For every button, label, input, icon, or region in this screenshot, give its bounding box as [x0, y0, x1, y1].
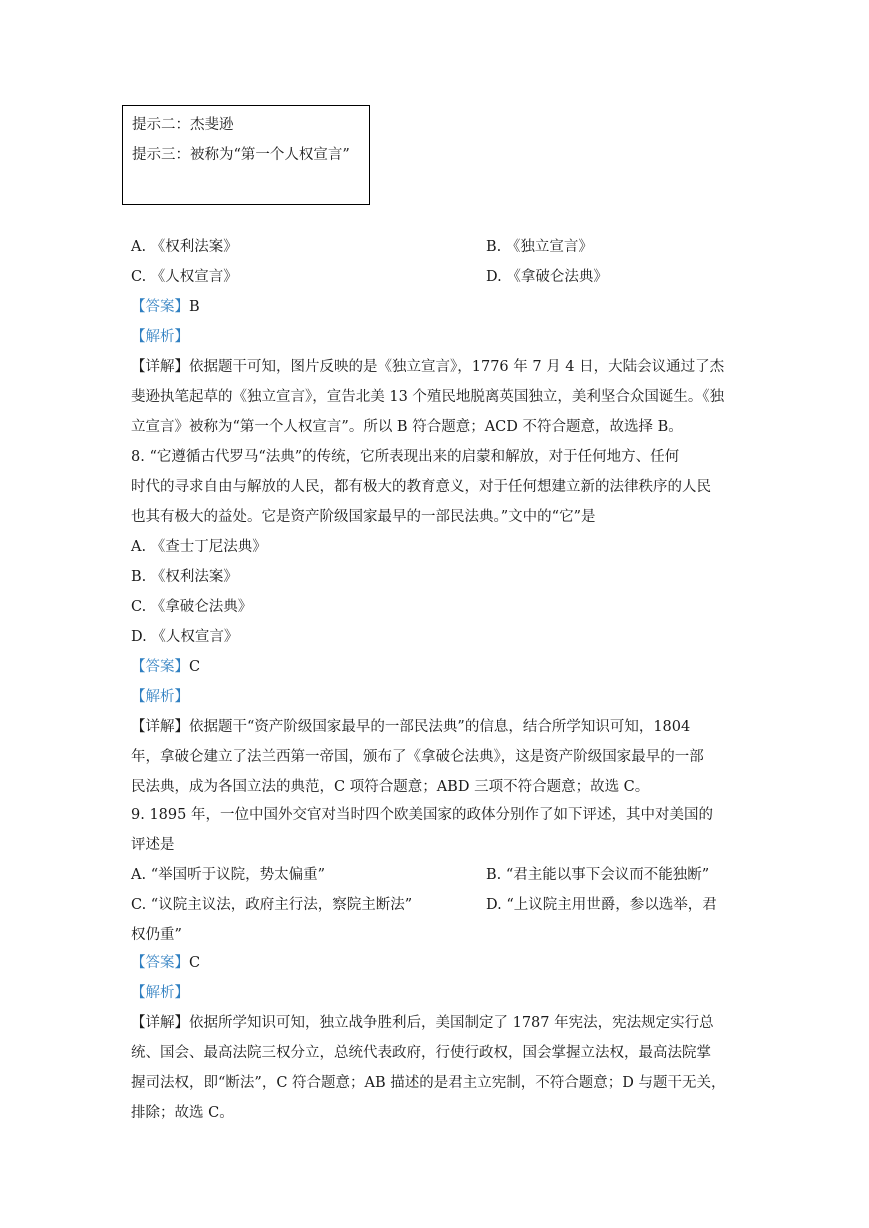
detail-text: 依据题干“资产阶级国家最早的一部民法典”的信息，结合所学知识可知，1804	[189, 719, 691, 735]
q8-detail-line-3: 民法典，成为各国立法的典范，C 项符合题意；ABD 三项不符合题意；故选 C。	[131, 779, 650, 795]
detail-tag: 【详解】	[131, 1015, 189, 1031]
answer-value: B	[189, 299, 200, 315]
q9-analysis-tag: 【解析】	[131, 985, 189, 1001]
q9-option-d: D. “上议院主用世爵，参以选举，君	[486, 897, 717, 913]
q8-detail-line-2: 年，拿破仑建立了法兰西第一帝国，颁布了《拿破仑法典》，这是资产阶级国家最早的一部	[131, 749, 704, 765]
hint-two: 提示二：杰斐逊	[132, 117, 234, 133]
q7-detail-line-3: 立宣言》被称为“第一个人权宣言”。所以 B 符合题意；ACD 不符合题意，故选择 B。	[131, 419, 683, 435]
q8-detail-line-1	[131, 712, 741, 742]
q7-options-row2	[131, 262, 741, 292]
q8-answer	[131, 652, 741, 682]
q9-options-row1	[131, 860, 741, 890]
q9-answer	[131, 948, 741, 978]
q7-analysis-tag: 【解析】	[131, 329, 189, 345]
q9-detail-line-2: 统、国会、最高法院三权分立，总统代表政府，行使行政权，国会掌握立法权，最高法院掌	[131, 1045, 711, 1061]
answer-value: C	[189, 955, 201, 971]
q9-option-c: C. “议院主议法，政府主行法，察院主断法”	[131, 897, 413, 913]
q9-detail-line-4: 排除；故选 C。	[131, 1105, 234, 1121]
q9-stem-line-1: 9. 1895 年，一位中国外交官对当时四个欧美国家的政体分别作了如下评述，其中对美国的	[131, 807, 713, 823]
hint-three: 提示三：被称为“第一个人权宣言”	[132, 147, 350, 163]
q8-stem-line-2: 时代的寻求自由与解放的人民，都有极大的教育意义，对于任何想建立新的法律秩序的人民	[131, 479, 711, 495]
answer-tag: 【答案】	[131, 299, 189, 315]
q9-detail-line-1	[131, 1008, 741, 1038]
q9-detail-line-3: 握司法权，即“断法”，C 符合题意；AB 描述的是君主立宪制，不符合题意；D 与题干无关，	[131, 1075, 726, 1091]
detail-tag: 【详解】	[131, 719, 189, 735]
q7-option-a: A. 《权利法案》	[131, 239, 238, 255]
q8-stem-line-1: 8. “它遵循古代罗马“法典”的传统，它所表现出来的启蒙和解放，对于任何地方、任何	[131, 449, 680, 465]
q8-option-b: B. 《权利法案》	[131, 569, 238, 585]
q7-option-d: D. 《拿破仑法典》	[486, 269, 608, 285]
q8-option-a: A. 《查士丁尼法典》	[131, 539, 267, 555]
answer-tag: 【答案】	[131, 659, 189, 675]
hint-box	[122, 105, 370, 205]
q9-option-d-cont: 权仍重”	[131, 927, 182, 943]
q9-option-a: A. “举国听于议院，势太偏重”	[131, 867, 326, 883]
q9-stem-line-2: 评述是	[131, 837, 175, 853]
answer-tag: 【答案】	[131, 955, 189, 971]
q8-option-d: D. 《人权宣言》	[131, 629, 239, 645]
q7-detail-line-2: 斐逊执笔起草的《独立宣言》，宣告北美 13 个殖民地脱离英国独立，美利坚合众国诞生。《独	[131, 389, 725, 405]
q8-stem-line-3: 也其有极大的益处。它是资产阶级国家最早的一部民法典。”文中的“它”是	[131, 509, 596, 525]
q9-option-b: B. “君主能以事下会议而不能独断”	[486, 867, 710, 883]
q9-options-row2	[131, 890, 741, 920]
detail-text: 依据所学知识可知，独立战争胜利后，美国制定了 1787 年宪法，宪法规定实行总	[189, 1015, 714, 1031]
q7-option-c: C. 《人权宣言》	[131, 269, 238, 285]
answer-value: C	[189, 659, 201, 675]
detail-tag: 【详解】	[131, 359, 189, 375]
q7-option-b: B. 《独立宣言》	[486, 239, 593, 255]
q8-option-c: C. 《拿破仑法典》	[131, 599, 253, 615]
detail-text: 依据题干可知，图片反映的是《独立宣言》，1776 年 7 月 4 日，大陆会议通过了杰	[189, 359, 725, 375]
q7-detail-line-1	[131, 352, 741, 382]
q8-analysis-tag: 【解析】	[131, 689, 189, 705]
q7-options-row1	[131, 232, 741, 262]
q7-answer	[131, 292, 741, 322]
